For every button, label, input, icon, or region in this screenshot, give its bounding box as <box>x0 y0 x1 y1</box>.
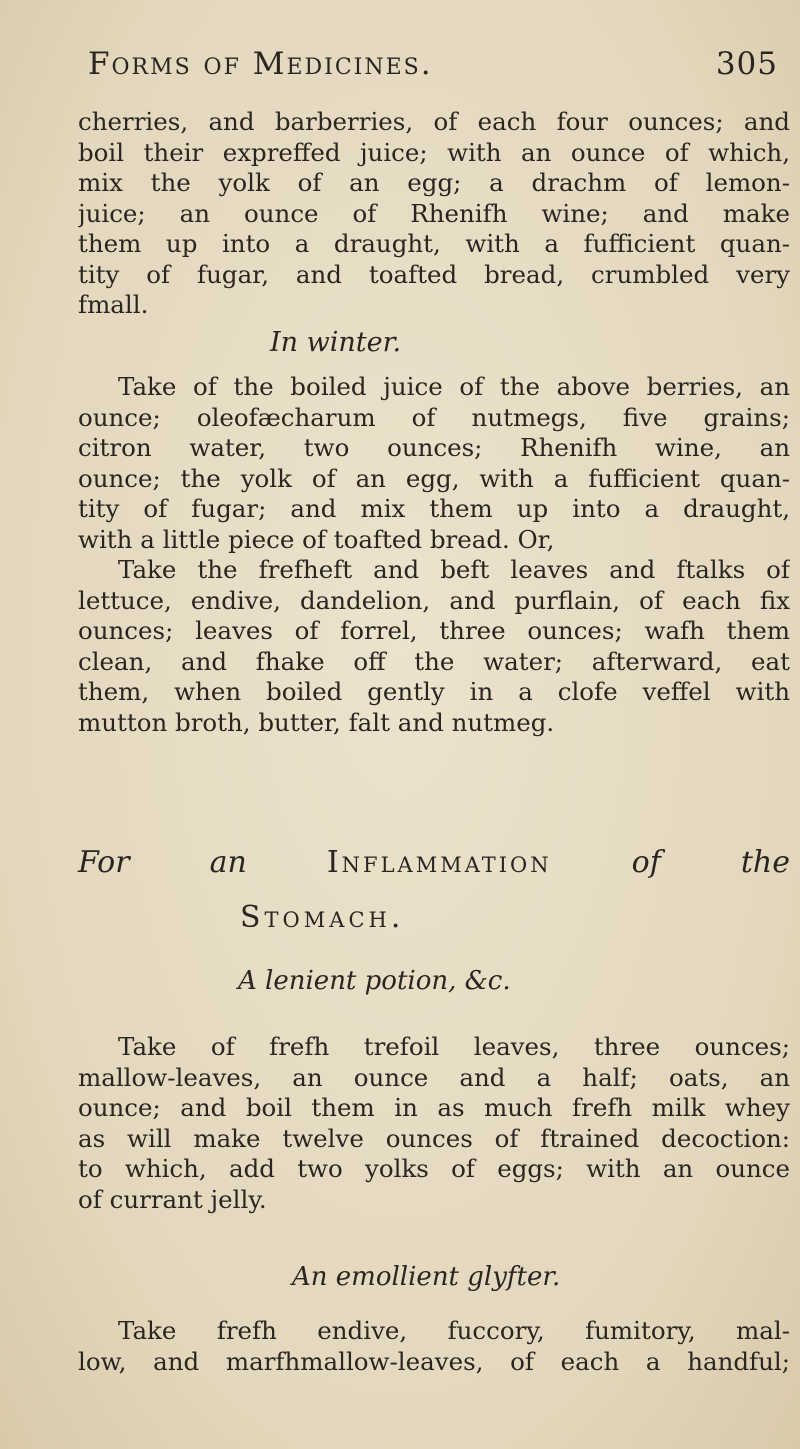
paragraph-cherries <box>78 107 790 321</box>
running-title: Forms of Medicines. <box>88 46 433 82</box>
section-heading-line2: Stomach. <box>240 900 405 935</box>
text-line: them, when boiled gently in a clofe veffel with <box>78 677 790 706</box>
text-line: ounce; oleofæcharum of nutmegs, five grains; <box>78 402 790 432</box>
subheading-in-winter: In winter. <box>270 327 402 358</box>
text-line: fmall. <box>78 290 149 319</box>
text-line: of currant jelly. <box>78 1184 267 1214</box>
text-line: boil their expreffed juice; with an ounce of which, <box>78 137 790 167</box>
text-line: Take of the boiled juice of the above berries, an <box>118 372 790 401</box>
section-heading-main: Inflammation <box>326 845 552 880</box>
text-line: them up into a draught, with a fufficient quan- <box>78 229 790 258</box>
section-heading-prefix: For an <box>78 845 247 880</box>
text-line: citron water, two ounces; Rhenifh wine, an <box>78 433 790 462</box>
running-header <box>88 42 778 92</box>
subheading-emollient-glyster: An emollient glyfter. <box>292 1262 561 1292</box>
text-line: low, and marfhmallow-leaves, of each a handful; <box>78 1346 790 1376</box>
page-number: 305 <box>715 46 778 82</box>
text-line: tity of fugar; and mix them up into a draught, <box>78 494 790 523</box>
text-line: mutton broth, butter, falt and nutmeg. <box>78 707 555 737</box>
paragraph-endive <box>78 1316 790 1377</box>
text-line: with a little piece of toafted bread. Or, <box>78 524 555 554</box>
text-line: as will make twelve ounces of ftrained decoction: <box>78 1123 790 1153</box>
subheading-lenient-potion: A lenient potion, &c. <box>238 966 511 996</box>
text-line: ounce; the yolk of an egg, with a fufficient quan- <box>78 463 790 493</box>
text-line: Take frefh endive, fuccory, fumitory, mal- <box>118 1316 790 1345</box>
text-line: mallow-leaves, an ounce and a half; oats, an <box>78 1062 790 1092</box>
section-heading-suffix: of the <box>631 845 790 880</box>
text-line: clean, and fhake off the water; afterward, eat <box>78 646 790 676</box>
text-line: ounce; and boil them in as much frefh milk whey <box>78 1093 790 1122</box>
text-line: ounces; leaves of forrel, three ounces; wafh them <box>78 616 790 645</box>
text-line: lettuce, endive, dandelion, and purflain, of each fix <box>78 585 790 615</box>
text-line: cherries, and barberries, of each four ounces; and <box>78 107 790 136</box>
text-line: tity of fugar, and toafted bread, crumbled very <box>78 259 790 289</box>
text-line: juice; an ounce of Rhenifh wine; and make <box>78 198 790 228</box>
paragraph-winter <box>78 372 790 555</box>
paragraph-trefoil <box>78 1032 790 1215</box>
paragraph-lettuce <box>78 555 790 738</box>
text-line: Take of frefh trefoil leaves, three ounces; <box>118 1032 790 1061</box>
text-line: to which, add two yolks of eggs; with an ounce <box>78 1154 790 1183</box>
text-line: Take the frefheft and beft leaves and ftalks of <box>118 555 790 584</box>
section-heading <box>78 845 790 880</box>
text-line: mix the yolk of an egg; a drachm of lemon- <box>78 168 790 197</box>
